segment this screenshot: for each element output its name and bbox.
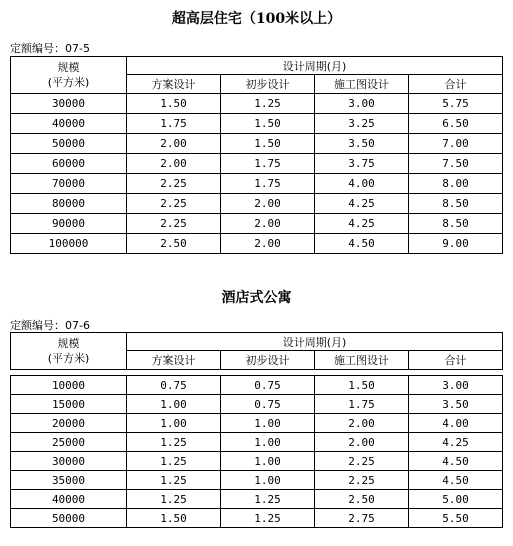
scale-cell: 50000 <box>11 134 127 154</box>
scale-cell: 10000 <box>11 376 127 395</box>
design-period-table <box>10 332 503 528</box>
period-cell: 8.50 <box>409 214 503 234</box>
design-period-table <box>10 56 503 254</box>
period-cell: 3.00 <box>409 376 503 395</box>
table-row <box>11 234 503 254</box>
period-cell: 1.00 <box>221 414 315 433</box>
scale-unit: (平方米) <box>47 76 90 89</box>
period-cell: 3.50 <box>315 134 409 154</box>
period-cell: 2.50 <box>127 234 221 254</box>
period-cell: 8.00 <box>409 174 503 194</box>
table-row <box>11 452 503 471</box>
period-cell: 1.50 <box>221 114 315 134</box>
period-header: 设计周期(月) <box>127 57 503 75</box>
period-cell: 3.75 <box>315 154 409 174</box>
period-cell: 9.00 <box>409 234 503 254</box>
period-cell: 7.00 <box>409 134 503 154</box>
period-cell: 0.75 <box>221 395 315 414</box>
period-cell: 1.25 <box>221 490 315 509</box>
scale-cell: 90000 <box>11 214 127 234</box>
period-cell: 3.25 <box>315 114 409 134</box>
period-cell: 1.25 <box>221 509 315 528</box>
period-cell: 3.50 <box>409 395 503 414</box>
period-cell: 1.50 <box>221 134 315 154</box>
period-cell: 1.75 <box>315 395 409 414</box>
period-cell: 1.50 <box>127 94 221 114</box>
table-row <box>11 194 503 214</box>
period-cell: 2.75 <box>315 509 409 528</box>
period-cell: 1.25 <box>127 490 221 509</box>
period-cell: 8.50 <box>409 194 503 214</box>
period-cell: 1.75 <box>221 174 315 194</box>
period-cell: 1.00 <box>221 433 315 452</box>
table-row <box>11 214 503 234</box>
period-cell: 1.00 <box>127 414 221 433</box>
col-header: 合计 <box>409 351 503 370</box>
period-cell: 1.00 <box>221 471 315 490</box>
period-cell: 4.00 <box>409 414 503 433</box>
period-cell: 2.25 <box>315 471 409 490</box>
period-cell: 1.50 <box>315 376 409 395</box>
col-header: 施工图设计 <box>315 351 409 370</box>
scale-cell: 40000 <box>11 490 127 509</box>
period-cell: 2.00 <box>315 433 409 452</box>
col-header: 方案设计 <box>127 75 221 94</box>
period-cell: 2.50 <box>315 490 409 509</box>
period-cell: 3.00 <box>315 94 409 114</box>
col-header: 初步设计 <box>221 75 315 94</box>
period-cell: 0.75 <box>221 376 315 395</box>
table-row <box>11 134 503 154</box>
scale-cell: 30000 <box>11 452 127 471</box>
period-cell: 1.75 <box>221 154 315 174</box>
table-row <box>11 395 503 414</box>
quota-code: 定额编号：07-6 <box>10 319 90 332</box>
quota-code: 定额编号：07-5 <box>10 42 90 55</box>
period-cell: 0.75 <box>127 376 221 395</box>
scale-header <box>11 333 127 370</box>
scale-cell: 15000 <box>11 395 127 414</box>
scale-cell: 35000 <box>11 471 127 490</box>
period-cell: 1.50 <box>127 509 221 528</box>
period-cell: 4.25 <box>409 433 503 452</box>
table-row <box>11 94 503 114</box>
period-cell: 4.50 <box>315 234 409 254</box>
scale-cell: 60000 <box>11 154 127 174</box>
period-cell: 1.25 <box>221 94 315 114</box>
col-header: 施工图设计 <box>315 75 409 94</box>
table-row <box>11 433 503 452</box>
period-cell: 5.00 <box>409 490 503 509</box>
scale-cell: 30000 <box>11 94 127 114</box>
period-cell: 1.25 <box>127 452 221 471</box>
period-cell: 1.00 <box>127 395 221 414</box>
col-header: 初步设计 <box>221 351 315 370</box>
period-cell: 7.50 <box>409 154 503 174</box>
table-row <box>11 376 503 395</box>
section-title: 酒店式公寓 <box>221 290 292 306</box>
period-cell: 2.25 <box>127 214 221 234</box>
period-cell: 1.25 <box>127 471 221 490</box>
table-row <box>11 114 503 134</box>
period-cell: 2.25 <box>315 452 409 471</box>
col-header: 合计 <box>409 75 503 94</box>
period-header: 设计周期(月) <box>127 333 503 351</box>
scale-cell: 100000 <box>11 234 127 254</box>
section-title: 超高层住宅（100米以上） <box>171 11 342 27</box>
table-row <box>11 471 503 490</box>
scale-cell: 25000 <box>11 433 127 452</box>
table-row <box>11 414 503 433</box>
period-cell: 2.00 <box>221 234 315 254</box>
period-cell: 4.50 <box>409 471 503 490</box>
period-cell: 2.00 <box>221 214 315 234</box>
scale-header <box>11 57 127 94</box>
table-row <box>11 174 503 194</box>
period-cell: 1.25 <box>127 433 221 452</box>
period-cell: 2.25 <box>127 194 221 214</box>
scale-unit: (平方米) <box>47 352 90 365</box>
table-row <box>11 509 503 528</box>
period-cell: 2.00 <box>127 154 221 174</box>
period-cell: 1.00 <box>221 452 315 471</box>
period-cell: 1.75 <box>127 114 221 134</box>
period-cell: 2.00 <box>221 194 315 214</box>
scale-cell: 20000 <box>11 414 127 433</box>
period-cell: 4.00 <box>315 174 409 194</box>
col-header: 方案设计 <box>127 351 221 370</box>
scale-cell: 70000 <box>11 174 127 194</box>
period-cell: 4.25 <box>315 194 409 214</box>
table-row <box>11 490 503 509</box>
scale-cell: 50000 <box>11 509 127 528</box>
period-cell: 2.00 <box>315 414 409 433</box>
scale-label: 规模 <box>57 337 80 350</box>
period-cell: 4.25 <box>315 214 409 234</box>
table-row <box>11 154 503 174</box>
scale-label: 规模 <box>57 61 80 74</box>
scale-cell: 80000 <box>11 194 127 214</box>
period-cell: 2.00 <box>127 134 221 154</box>
period-cell: 2.25 <box>127 174 221 194</box>
period-cell: 5.50 <box>409 509 503 528</box>
period-cell: 5.75 <box>409 94 503 114</box>
scale-cell: 40000 <box>11 114 127 134</box>
period-cell: 4.50 <box>409 452 503 471</box>
period-cell: 6.50 <box>409 114 503 134</box>
